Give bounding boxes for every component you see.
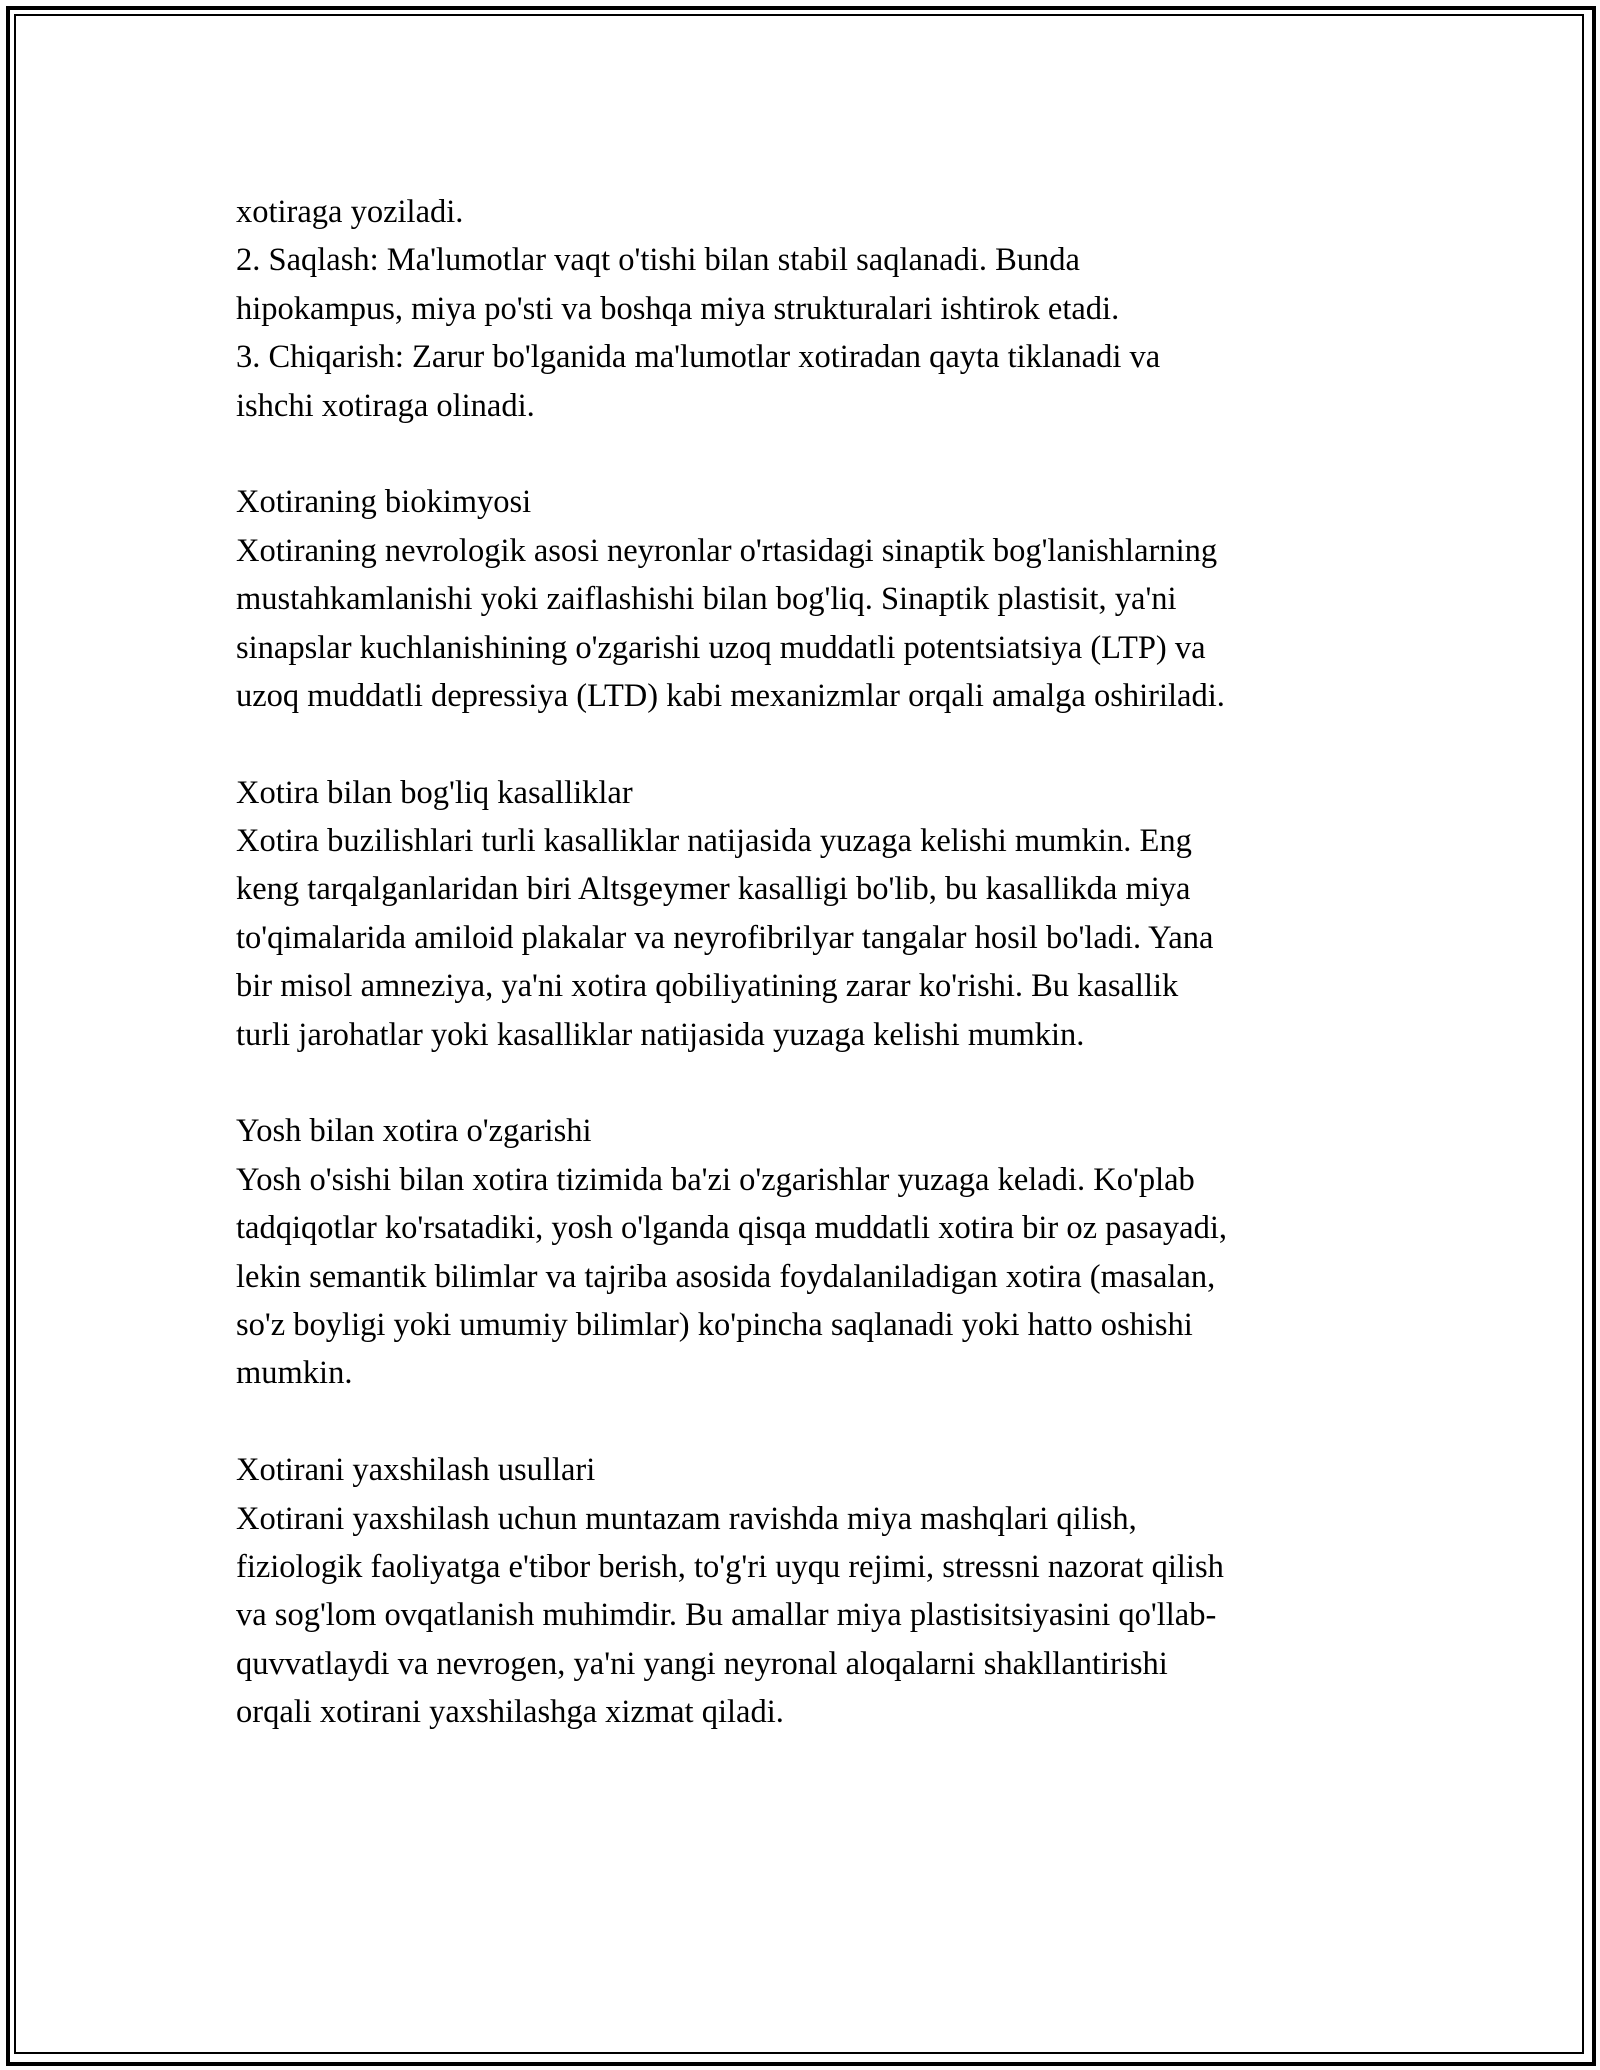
paragraph-gap xyxy=(236,1059,1386,1107)
text-line: Xotiraning nevrologik asosi neyronlar o'rtasidagi sinaptik bog'lanishlarning xyxy=(236,532,1218,569)
intro-paragraph xyxy=(236,188,1386,430)
text-line: Xotira buzilishlari turli kasalliklar natijasida yuzaga kelishi mumkin. Eng xyxy=(236,823,1192,860)
text-line: xotiraga yoziladi. xyxy=(236,194,464,230)
text-line: tadqiqotlar ko'rsatadiki, yosh o'lganda qisqa muddatli xotira bir oz pasayadi, xyxy=(236,1210,1227,1247)
document-body xyxy=(236,188,1386,1737)
text-line: mustahkamlanishi yoki zaiflashishi bilan bog'liq. Sinaptik plastisit, ya'ni xyxy=(236,581,1177,618)
text-line: lekin semantik bilimlar va tajriba asosida foydalaniladigan xotira (masalan, xyxy=(236,1258,1216,1295)
text-line: uzoq muddatli depressiya (LTD) kabi mexanizmlar orqali amalga oshiriladi. xyxy=(236,677,1225,714)
section-heading: Yosh bilan xotira o'zgarishi xyxy=(236,1113,592,1150)
text-line: 2. Saqlash: Ma'lumotlar vaqt o'tishi bilan stabil saqlanadi. Bunda xyxy=(236,242,1080,279)
paragraph-gap xyxy=(236,1398,1386,1446)
section-heading: Xotira bilan bog'liq kasalliklar xyxy=(236,774,633,811)
text-line: turli jarohatlar yoki kasalliklar natijasida yuzaga kelishi mumkin. xyxy=(236,1016,1085,1053)
section-biochemistry xyxy=(236,478,1386,720)
section-improvement-methods xyxy=(236,1446,1386,1736)
text-line: fiziologik faoliyatga e'tibor berish, to'g'ri uyqu rejimi, stressni nazorat qilish xyxy=(236,1548,1224,1585)
section-diseases xyxy=(236,769,1386,1059)
section-age-changes xyxy=(236,1107,1386,1397)
paragraph-gap xyxy=(236,720,1386,768)
text-line: quvvatlaydi va nevrogen, ya'ni yangi neyronal aloqalarni shakllantirishi xyxy=(236,1645,1168,1682)
text-line: Xotirani yaxshilash uchun muntazam ravishda miya mashqlari qilish, xyxy=(236,1500,1137,1537)
text-line: orqali xotirani yaxshilashga xizmat qiladi. xyxy=(236,1694,784,1731)
section-heading: Xotiraning biokimyosi xyxy=(236,484,532,521)
text-line: bir misol amneziya, ya'ni xotira qobiliyatining zarar ko'rishi. Bu kasallik xyxy=(236,968,1179,1005)
section-heading: Xotirani yaxshilash usullari xyxy=(236,1452,596,1489)
text-line: Yosh o'sishi bilan xotira tizimida ba'zi o'zgarishlar yuzaga keladi. Ko'plab xyxy=(236,1161,1195,1198)
text-line: so'z boyligi yoki umumiy bilimlar) ko'pincha saqlanadi yoki hatto oshishi xyxy=(236,1306,1193,1343)
text-line: ishchi xotiraga olinadi. xyxy=(236,387,535,424)
text-line: 3. Chiqarish: Zarur bo'lganida ma'lumotlar xotiradan qayta tiklanadi va xyxy=(236,339,1161,376)
text-line: to'qimalarida amiloid plakalar va neyrofibrilyar tangalar hosil bo'ladi. Yana xyxy=(236,919,1214,956)
text-line: keng tarqalganlaridan biri Altsgeymer kasalligi bo'lib, bu kasallikda miya xyxy=(236,871,1191,908)
text-line: sinapslar kuchlanishining o'zgarishi uzoq muddatli potentsiatsiya (LTP) va xyxy=(236,629,1206,666)
text-line: mumkin. xyxy=(236,1355,353,1392)
paragraph-gap xyxy=(236,430,1386,478)
text-line: hipokampus, miya po'sti va boshqa miya strukturalari ishtirok etadi. xyxy=(236,290,1120,327)
text-line: va sog'lom ovqatlanish muhimdir. Bu amallar miya plastisitsiyasini qo'llab- xyxy=(236,1597,1217,1634)
